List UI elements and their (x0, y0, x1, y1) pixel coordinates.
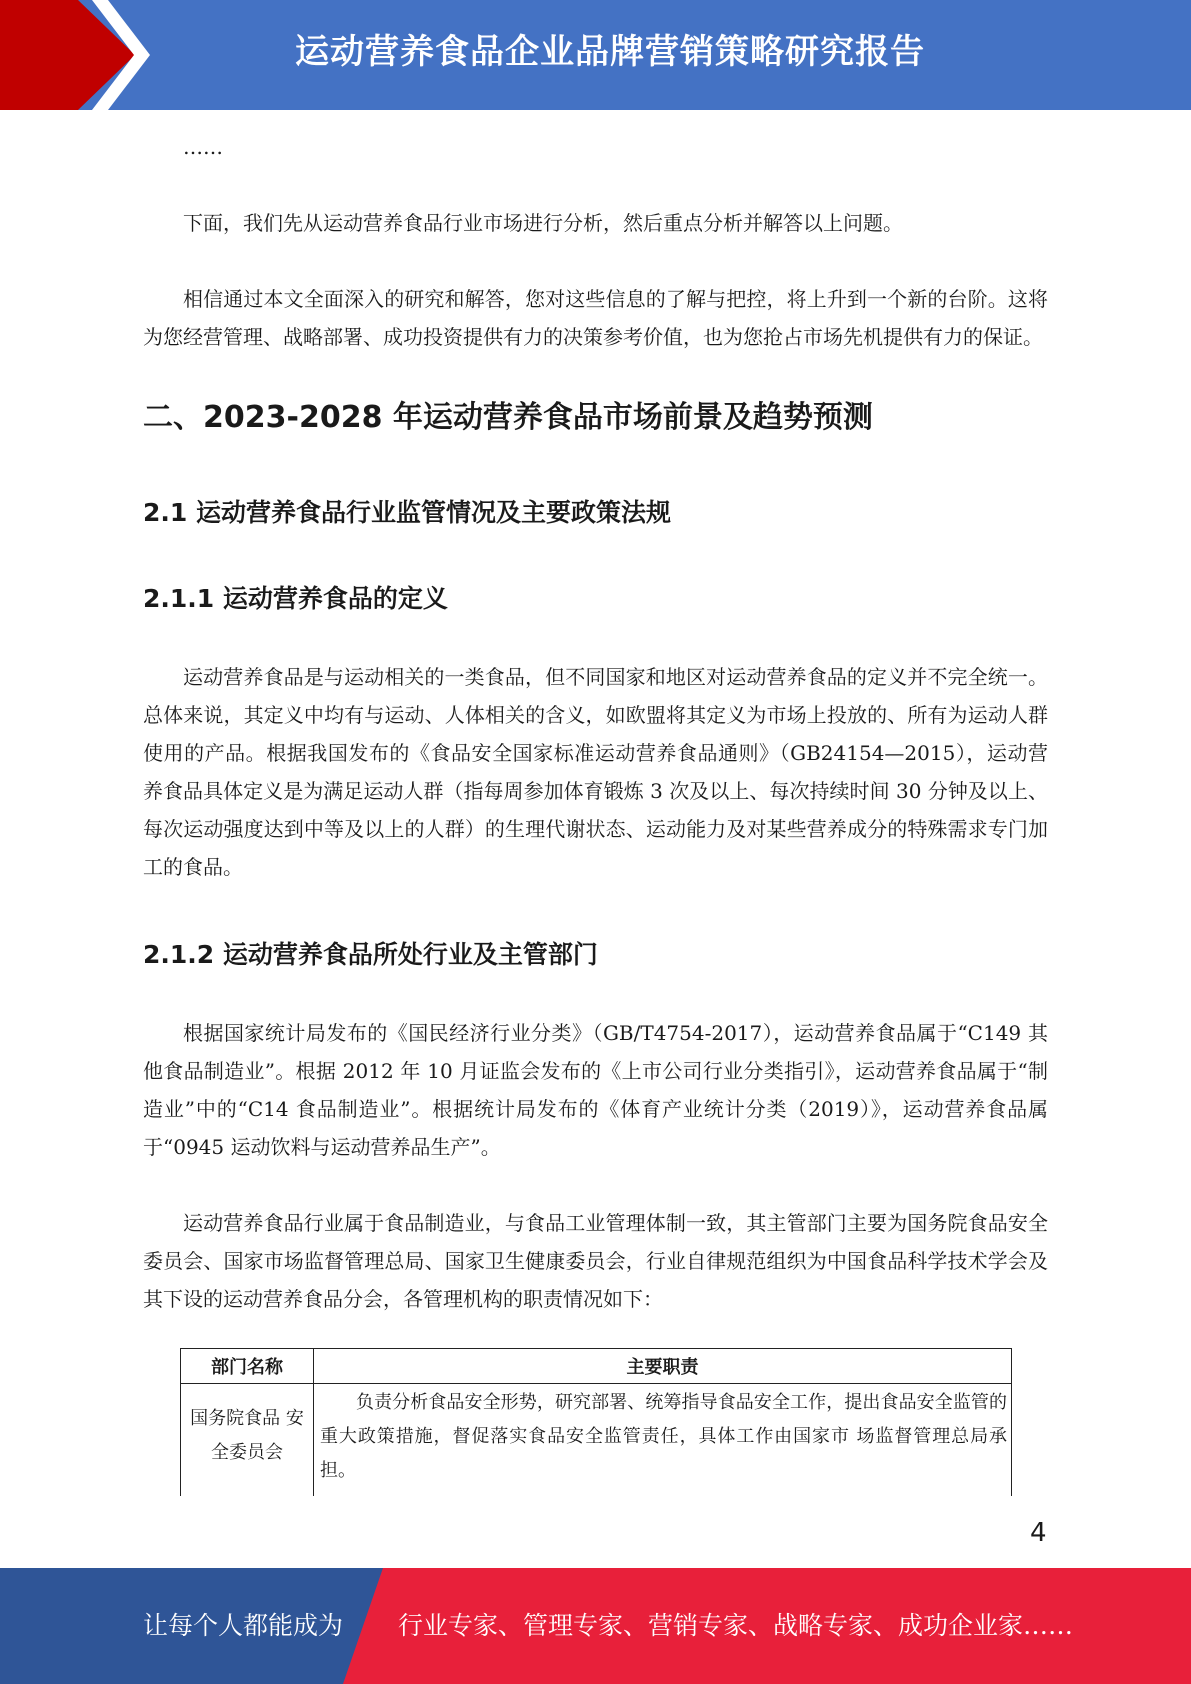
section-2-1-heading: 2.1 运动营养食品行业监管情况及主要政策法规 (143, 498, 671, 527)
definition-paragraph: 运动营养食品是与运动相关的一类食品，但不同国家和地区对运动营养食品的定义并不完全统一。总体来说，其定义中均有与运动、人体相关的含义，如欧盟将其定义为市场上投放的、所有为运动人群使用的产品。根据我国发布的《食品安全国家标准运动营养食品通则》（GB24154—2015），运动营养食品具体定义是为满足运动人群（指每周参加体育锻炼 3 次及以上、每次持续时间 30 分钟及以上、每次运动强度达到中等及以上的人群）的生理代谢状态、运动能力及对某些营养成分的特殊需求专门加工的食品。 (143, 665, 1048, 879)
footer-slogan-left: 让每个人都能成为 (143, 1611, 344, 1640)
document-body (143, 128, 1048, 1496)
regulator-table (180, 1348, 1012, 1496)
table-header-duty: 主要职责 (314, 1349, 1012, 1384)
regulator-paragraph: 运动营养食品行业属于食品制造业，与食品工业管理体制一致，其主管部门主要为国务院食品安全委员会、国家市场监督管理总局、国家卫生健康委员会，行业自律规范组织为中国食品科学技术学会及其下设的运动营养食品分会，各管理机构的职责情况如下： (143, 1211, 1048, 1311)
page-header (0, 0, 1191, 110)
table-cell-dept: 国务院食品 安全委员会 (181, 1384, 314, 1497)
report-title: 运动营养食品企业品牌营销策略研究报告 (295, 32, 925, 72)
industry-classification-paragraph: 根据国家统计局发布的《国民经济行业分类》（GB/T4754-2017），运动营养食品属于“C149 其他食品制造业”。根据 2012 年 10 月证监会发布的《上市公司行业分类指引》，运动营养食品属于“制造业”中的“C14 食品制造业”。根据统计局发布的《体育产业统计分类（2019）》，运动营养食品属于“0945 运动饮料与运动营养品生产”。 (143, 1021, 1048, 1159)
intro-paragraph-2: 相信通过本文全面深入的研究和解答，您对这些信息的了解与把控，将上升到一个新的台阶。这将为您经营管理、战略部署、成功投资提供有力的决策参考价值，也为您抢占市场先机提供有力的保证。 (143, 287, 1048, 349)
footer-slogan-right: 行业专家、管理专家、营销专家、战略专家、成功企业家…… (398, 1611, 1074, 1640)
page-footer (0, 1568, 1191, 1684)
ellipsis-line: …… (183, 135, 223, 159)
page-number: 4 (1030, 1518, 1047, 1548)
table-cell-duty: 负责分析食品安全形势，研究部署、统筹指导食品安全工作，提出食品安全监管的重大政策措施，督促落实食品安全监管责任，具体工作由国家市 场监督管理总局承担。 (314, 1384, 1012, 1497)
intro-paragraph-1: 下面，我们先从运动营养食品行业市场进行分析，然后重点分析并解答以上问题。 (183, 211, 903, 235)
table-row (181, 1384, 1012, 1497)
table-header-dept: 部门名称 (181, 1349, 314, 1384)
section-2-1-2-heading: 2.1.2 运动营养食品所处行业及主管部门 (143, 940, 598, 969)
table-header-row (181, 1349, 1012, 1384)
section-2-heading: 二、2023-2028 年运动营养食品市场前景及趋势预测 (143, 400, 873, 435)
section-2-1-1-heading: 2.1.1 运动营养食品的定义 (143, 584, 448, 613)
